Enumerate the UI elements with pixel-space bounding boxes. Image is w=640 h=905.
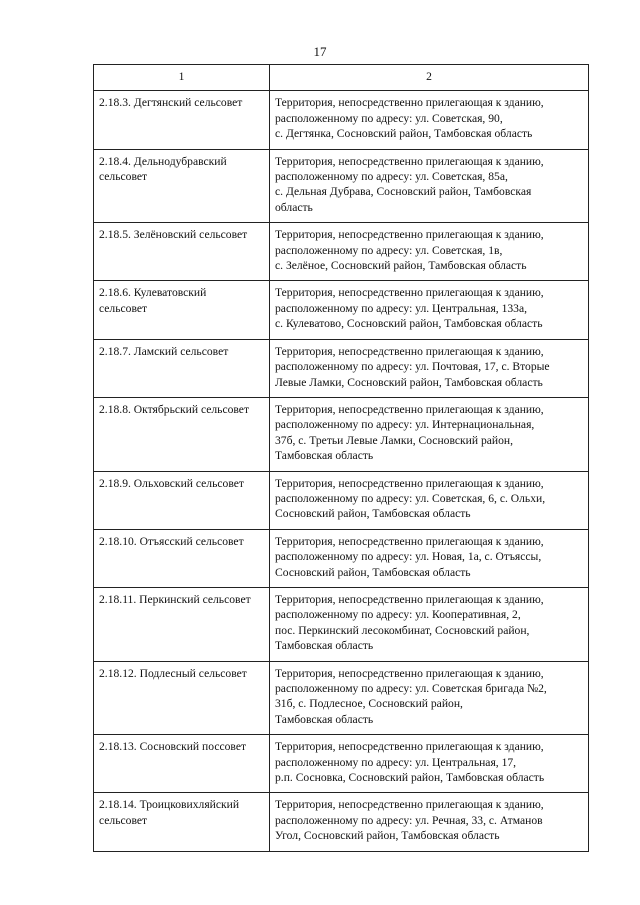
territory-description-line: Территория, непосредственно прилегающая к зданию,	[275, 344, 544, 358]
table-row	[94, 471, 589, 529]
territory-description-line: с. Дельная Дубрава, Сосновский район, Тамбовская	[275, 185, 532, 199]
territory-description-line: расположенному по адресу: ул. Центральная, 133а,	[275, 301, 528, 315]
settlement-name-line: сельсовет	[99, 170, 148, 184]
settlement-name-line: 2.18.9. Ольховский сельсовет	[99, 476, 244, 490]
settlement-name-cell	[94, 661, 270, 735]
territory-description-line: Территория, непосредственно прилегающая к зданию,	[275, 286, 544, 300]
territory-description-cell	[270, 587, 589, 661]
settlement-name-line: 2.18.13. Сосновский поссовет	[99, 740, 247, 754]
settlement-name-cell	[94, 587, 270, 661]
table-header-row	[94, 65, 589, 91]
settlement-name-line: 2.18.4. Дельнодубравский	[99, 154, 227, 168]
territory-description-line: Левые Ламки, Сосновский район, Тамбовская область	[275, 375, 543, 389]
territory-description-cell	[270, 91, 589, 149]
territory-description-line: 37б, с. Третьи Левые Ламки, Сосновский район,	[275, 433, 513, 447]
territory-description-cell	[270, 149, 589, 223]
table-row	[94, 735, 589, 793]
territory-description-line: расположенному по адресу: ул. Советская, 1в,	[275, 243, 503, 257]
territory-description-line: расположенному по адресу: ул. Почтовая, 17, с. Вторые	[275, 360, 550, 374]
table-row	[94, 529, 589, 587]
territory-description-cell	[270, 223, 589, 281]
territory-description-line: Территория, непосредственно прилегающая к зданию,	[275, 402, 544, 416]
table-row	[94, 223, 589, 281]
territory-description-line: Территория, непосредственно прилегающая к зданию,	[275, 592, 544, 606]
settlement-name-cell	[94, 529, 270, 587]
table-row	[94, 397, 589, 471]
territory-description-line: Сосновский район, Тамбовская область	[275, 507, 471, 521]
table-row	[94, 149, 589, 223]
territory-description-line: Территория, непосредственно прилегающая к зданию,	[275, 96, 544, 110]
table-row	[94, 281, 589, 339]
table-body	[94, 91, 589, 851]
territory-description-line: область	[275, 200, 313, 214]
settlement-name-line: 2.18.12. Подлесный сельсовет	[99, 666, 247, 680]
territory-description-line: расположенному по адресу: ул. Кооперативная, 2,	[275, 608, 521, 622]
territory-description-cell	[270, 471, 589, 529]
settlement-name-cell	[94, 793, 270, 851]
table-row	[94, 91, 589, 149]
territory-description-cell	[270, 793, 589, 851]
territory-description-cell	[270, 661, 589, 735]
territory-description-line: с. Зелёное, Сосновский район, Тамбовская область	[275, 259, 527, 273]
settlement-name-line: 2.18.10. Отъясский сельсовет	[99, 534, 244, 548]
settlement-name-cell	[94, 735, 270, 793]
settlement-name-line: 2.18.5. Зелёновский сельсовет	[99, 228, 248, 242]
table-row	[94, 793, 589, 851]
territory-description-line: Территория, непосредственно прилегающая к зданию,	[275, 476, 544, 490]
settlement-name-line: 2.18.7. Ламский сельсовет	[99, 344, 229, 358]
table-row	[94, 587, 589, 661]
territory-description-line: расположенному по адресу: ул. Советская, 85а,	[275, 170, 508, 184]
territory-description-line: расположенному по адресу: ул. Интернациональная,	[275, 418, 535, 432]
territory-description-line: расположенному по адресу: ул. Новая, 1а, с. Отъяссы,	[275, 550, 542, 564]
settlement-name-cell	[94, 397, 270, 471]
territory-description-line: расположенному по адресу: ул. Советская, 90,	[275, 111, 503, 125]
territory-description-line: расположенному по адресу: ул. Речная, 33, с. Атманов	[275, 813, 543, 827]
settlement-name-cell	[94, 281, 270, 339]
territory-description-line: расположенному по адресу: ул. Центральная, 17,	[275, 755, 517, 769]
table-row	[94, 661, 589, 735]
page-number: 17	[313, 44, 327, 59]
territory-description-line: Сосновский район, Тамбовская область	[275, 565, 471, 579]
settlement-name-cell	[94, 471, 270, 529]
settlement-name-cell	[94, 91, 270, 149]
territory-description-line: с. Дегтянка, Сосновский район, Тамбовская область	[275, 127, 533, 141]
settlement-name-line: 2.18.3. Дегтянский сельсовет	[99, 96, 243, 110]
settlement-name-line: 2.18.11. Перкинский сельсовет	[99, 592, 251, 606]
settlement-name-cell	[94, 223, 270, 281]
territory-description-line: расположенному по адресу: ул. Советская бригада №2,	[275, 682, 547, 695]
territory-description-line: Территория, непосредственно прилегающая к зданию,	[275, 666, 544, 680]
territory-description-cell	[270, 529, 589, 587]
territory-description-line: Тамбовская область	[275, 449, 374, 463]
territory-description-line: Территория, непосредственно прилегающая к зданию,	[275, 740, 544, 754]
territory-description-cell	[270, 339, 589, 397]
territory-description-cell	[270, 397, 589, 471]
settlement-name-line: 2.18.8. Октябрьский сельсовет	[99, 402, 250, 416]
territory-description-line: Территория, непосредственно прилегающая к зданию,	[275, 534, 544, 548]
document-table	[93, 64, 589, 852]
settlement-name-line: сельсовет	[99, 301, 148, 315]
territory-description-line: расположенному по адресу: ул. Советская, 6, с. Ольхи,	[275, 491, 546, 505]
column-header: 2	[270, 65, 589, 91]
territory-description-line: 31б, с. Подлесное, Сосновский район,	[275, 697, 463, 711]
territory-description-cell	[270, 735, 589, 793]
territory-description-line: Территория, непосредственно прилегающая к зданию,	[275, 798, 544, 812]
settlement-name-cell	[94, 149, 270, 223]
territory-description-cell	[270, 281, 589, 339]
territory-description-line: Тамбовская область	[275, 712, 374, 726]
settlement-name-line: сельсовет	[99, 813, 148, 827]
territory-description-line: с. Кулеватово, Сосновский район, Тамбовская область	[275, 317, 543, 331]
territory-description-line: Территория, непосредственно прилегающая к зданию,	[275, 228, 544, 242]
territory-description-line: Тамбовская область	[275, 639, 374, 653]
territory-description-line: р.п. Сосновка, Сосновский район, Тамбовская область	[275, 771, 545, 785]
column-header: 1	[94, 65, 270, 91]
territory-description-line: Территория, непосредственно прилегающая к зданию,	[275, 154, 544, 168]
table-row	[94, 339, 589, 397]
settlement-name-cell	[94, 339, 270, 397]
settlement-name-line: 2.18.14. Троицковихляйский	[99, 798, 240, 812]
settlement-name-line: 2.18.6. Кулеватовский	[99, 286, 207, 300]
territory-description-line: пос. Перкинский лесокомбинат, Сосновский район,	[275, 623, 530, 637]
territory-description-line: Угол, Сосновский район, Тамбовская область	[275, 829, 500, 843]
